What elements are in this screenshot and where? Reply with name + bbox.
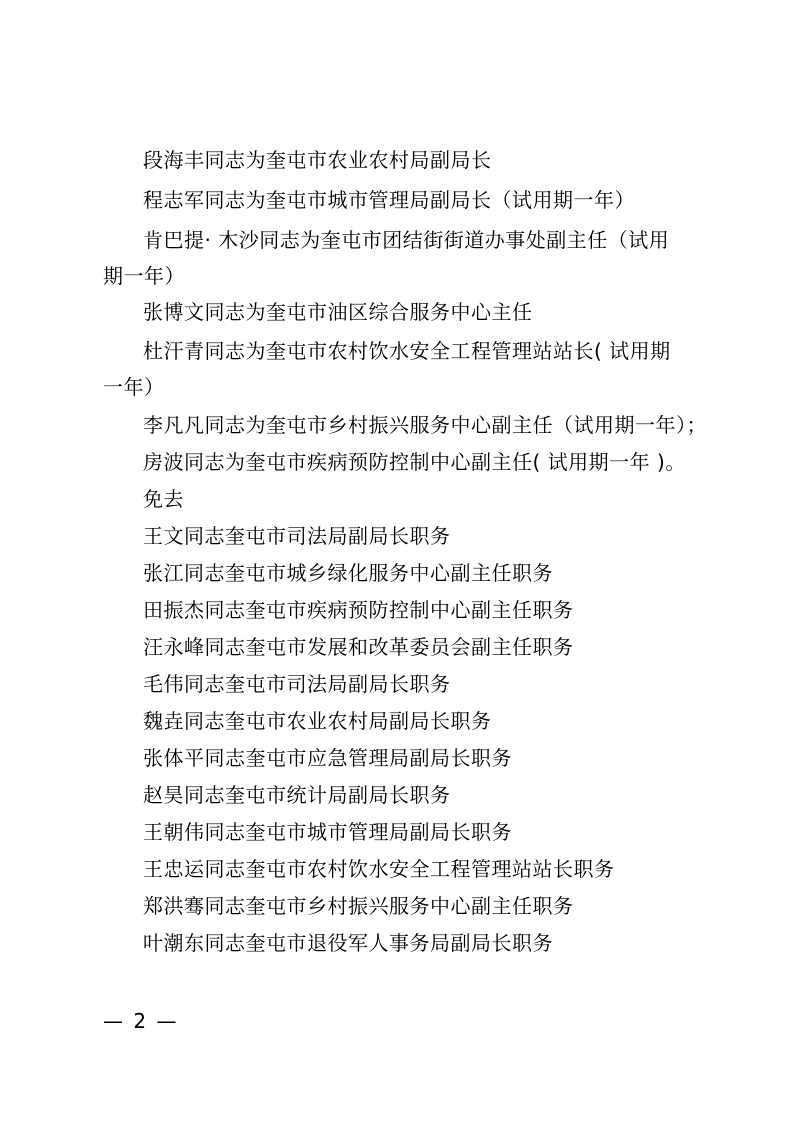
removal-heading: 免去 — [143, 487, 184, 511]
removal-line: 张江同志奎屯市城乡绿化服务中心副主任职务 — [143, 561, 553, 585]
removal-line: 叶潮东同志奎屯市退役军人事务局副局长职务 — [143, 931, 553, 955]
removal-line: 毛伟同志奎屯市司法局副局长职务 — [143, 672, 451, 696]
appointment-line: 程志军同志为奎屯市城市管理局副局长（试用期一年） — [143, 188, 635, 212]
removal-line: 王朝伟同志奎屯市城市管理局副局长职务 — [143, 820, 512, 844]
appointment-line: 段海丰同志为奎屯市农业农村局副局长 — [143, 148, 492, 172]
appointment-line-continuation: 一年） — [103, 375, 165, 399]
appointment-line: 肯巴提· 木沙同志为奎屯市团结街街道办事处副主任（试用 — [143, 228, 670, 252]
appointment-line-continuation: 期一年） — [103, 264, 185, 288]
appointment-line: 李凡凡同志为奎屯市乡村振兴服务中心副主任（试用期一年）； — [143, 413, 707, 437]
appointment-line: 张博文同志为奎屯市油区综合服务中心主任 — [143, 300, 533, 324]
removal-line: 赵昊同志奎屯市统计局副局长职务 — [143, 783, 451, 807]
removal-line: 王文同志奎屯市司法局副局长职务 — [143, 524, 451, 548]
removal-line: 郑洪骞同志奎屯市乡村振兴服务中心副主任职务 — [143, 894, 574, 918]
removal-line: 田振杰同志奎屯市疾病预防控制中心副主任职务 — [143, 598, 574, 622]
removal-line: 张体平同志奎屯市应急管理局副局长职务 — [143, 746, 512, 770]
removal-line: 魏垚同志奎屯市农业农村局副局长职务 — [143, 709, 492, 733]
removal-line: 汪永峰同志奎屯市发展和改革委员会副主任职务 — [143, 635, 574, 659]
appointment-line: 房波同志为奎屯市疾病预防控制中心副主任( 试用期一年 )。 — [143, 450, 686, 474]
removal-line: 王忠运同志奎屯市农村饮水安全工程管理站站长职务 — [143, 857, 615, 881]
page-number: — 2 — — [103, 1009, 179, 1033]
appointment-line: 杜汗青同志为奎屯市农村饮水安全工程管理站站长( 试用期 — [143, 339, 671, 363]
